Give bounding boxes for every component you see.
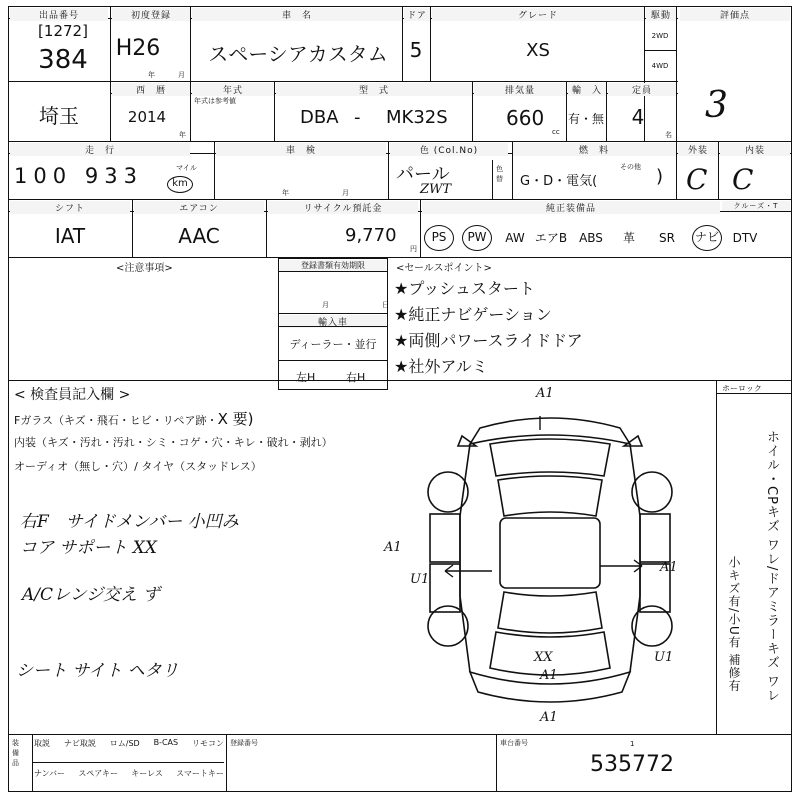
shift-value: IAT <box>54 224 86 248</box>
recycle-label: リサイクル預託金 <box>268 201 418 214</box>
caution-label: <注意事項> <box>116 263 173 274</box>
equipment-side-label: 装備品 <box>12 739 19 767</box>
mile-unit: マイル <box>176 164 197 172</box>
displacement-label: 排気量 <box>474 83 566 96</box>
color-name: パール <box>396 164 450 185</box>
frame-number-label: 車台番号 <box>500 739 528 747</box>
drive-2wd: 2WD <box>651 32 669 40</box>
interior-line: 内装（キズ・汚れ・汚れ・シミ・コゲ・穴・キレ・破れ・剥れ） <box>14 436 333 449</box>
mark-xx-bottom: XX <box>534 650 553 665</box>
model-year-note: 年式は参考値 <box>194 97 236 105</box>
side-text-1: ホイル・CPキズ ワレ/ドアミラーキズ ワレ <box>764 430 779 703</box>
type-label: 型 式 <box>276 83 472 96</box>
capacity: 4 <box>631 105 645 129</box>
handwritten-note-2: コア サポート XX <box>20 538 158 558</box>
sales-point-3: ★両側パワースライドドア <box>394 331 583 350</box>
mark-a1-left: A1 <box>384 540 402 555</box>
steering-right: 右H <box>346 371 366 384</box>
doors-value: 5 <box>409 38 423 62</box>
steering-left: 左H <box>296 371 316 384</box>
option-leather: 革 <box>622 231 635 245</box>
exterior-grade: C <box>686 163 708 196</box>
lot-number: 384 <box>38 45 88 75</box>
sales-point-2: ★純正ナビゲーション <box>394 305 552 324</box>
option-airbag: エアB <box>534 231 568 245</box>
interior-grade: C <box>732 163 754 196</box>
sales-point-1: ★プッシュスタート <box>394 279 535 298</box>
door-left-front <box>430 514 460 562</box>
region: 埼玉 <box>39 104 79 128</box>
first-reg-era-year: H26 <box>115 36 161 61</box>
car-top-bumper <box>470 418 630 444</box>
footer-items-bottom: ナンバー スペアキー キーレス スマートキー <box>34 769 224 778</box>
type-code: MK32S <box>386 107 448 128</box>
frame-number: 535772 <box>590 752 674 777</box>
model-year: 2014 <box>127 108 167 126</box>
mark-a1-top: A1 <box>536 386 554 401</box>
car-hood <box>490 439 610 476</box>
first-registration-label: 初度登録 <box>112 8 190 21</box>
option-abs: ABS <box>579 231 603 245</box>
option-aw: AW <box>505 231 525 245</box>
side-text-2: 小キズ有/小U有 補修有 <box>727 556 741 693</box>
mark-u1-right: U1 <box>654 650 674 665</box>
wheel-left-front <box>428 472 468 512</box>
option-navi: ナビ <box>692 225 722 251</box>
mark-a1-right: A1 <box>660 560 678 575</box>
import-label: 輸 入 <box>568 83 606 96</box>
footer-items-top: 取説 ナビ取説 ロム/SD B-CAS リモコン <box>34 738 224 748</box>
aircon-value: AAC <box>178 224 220 248</box>
side-label: ホーロック <box>722 384 762 393</box>
grade-value: XS <box>526 40 550 61</box>
registration-number-label: 登録番号 <box>230 739 258 747</box>
km-unit: km <box>167 176 193 193</box>
mileage-label: 走 行 <box>10 143 190 156</box>
mark-u1-left: U1 <box>410 572 430 587</box>
option-ps: PS <box>424 225 454 251</box>
color-code: ZWT <box>420 182 452 197</box>
damage-arrow-right <box>600 560 642 572</box>
audio-tire-line: オーディオ（無し・穴）/ タイヤ（スタッドレス） <box>14 460 262 473</box>
option-sunroof: SR <box>659 231 675 245</box>
grade-label: グレード <box>432 8 644 21</box>
model-year-label: 西 暦 <box>112 83 190 96</box>
doors-label: ドア <box>404 8 430 21</box>
option-pw: PW <box>462 225 492 251</box>
option-dtv: DTV <box>732 231 758 245</box>
car-name-label: 車 名 <box>192 8 402 21</box>
handwritten-note-1: 右F サイドメンバー 小凹み <box>20 512 239 532</box>
lot-number-label: 出品番号 <box>10 8 108 21</box>
inspection-label: 車 検 <box>216 143 386 156</box>
interior-label: 内装 <box>720 143 790 156</box>
evaluation-score: 3 <box>705 85 728 126</box>
sales-point-label: <セールスポイント> <box>396 263 492 274</box>
drive-label: 駆動 <box>646 8 676 21</box>
type-prefix: DBA <box>300 107 339 128</box>
year-header: 年式 <box>192 83 274 96</box>
recycle-fee: 9,770 <box>345 225 397 246</box>
fuel-options: G・D・電気( <box>520 174 598 189</box>
color-change-label: 色替 <box>496 165 503 183</box>
sales-point-4: ★社外アルミ <box>394 357 488 376</box>
car-rear-window <box>498 592 602 633</box>
mileage-digits: 100 933 <box>14 164 143 188</box>
aircon-label: エアコン <box>134 201 264 214</box>
car-roof <box>500 518 600 588</box>
damage-arrow-left <box>445 565 492 577</box>
cruise-label: クルーズ・T <box>722 201 790 211</box>
glass-line: Fガラス（キズ・飛石・ヒビ・リペア跡・X 要) <box>14 410 254 428</box>
import-route: ディーラー・並行 <box>289 338 377 351</box>
drive-4wd: 4WD <box>651 62 669 70</box>
shift-label: シフト <box>10 201 130 214</box>
handwritten-note-4: シート サイト ヘタリ <box>16 661 179 681</box>
handwritten-note-3: A/Cレンジ交え ず <box>22 585 160 605</box>
color-label: 色 (Col.No) <box>390 143 508 156</box>
car-name: スペーシアカスタム <box>208 42 388 66</box>
capacity-label: 定員 <box>608 83 676 96</box>
equipment-label: 純正装備品 <box>422 201 720 214</box>
score-label: 評価点 <box>680 8 790 21</box>
car-windshield <box>498 476 602 516</box>
mark-a1-bottom: A1 <box>540 668 558 683</box>
wheel-right-front <box>632 472 672 512</box>
import-value: 有・無 <box>567 112 604 126</box>
exterior-label: 外装 <box>678 143 718 156</box>
fuel-label: 燃 料 <box>512 143 676 156</box>
mark-a1-lowest: A1 <box>540 710 558 725</box>
door-right-front <box>640 514 670 562</box>
import-car-label: 輸入車 <box>280 315 386 328</box>
lot-bracket: [1272] <box>38 22 88 40</box>
inspector-title: < 検査員記入欄 > <box>14 387 131 403</box>
reg-validity-label: 登録書類有効期限 <box>280 260 386 271</box>
displacement: 660 <box>506 106 545 130</box>
